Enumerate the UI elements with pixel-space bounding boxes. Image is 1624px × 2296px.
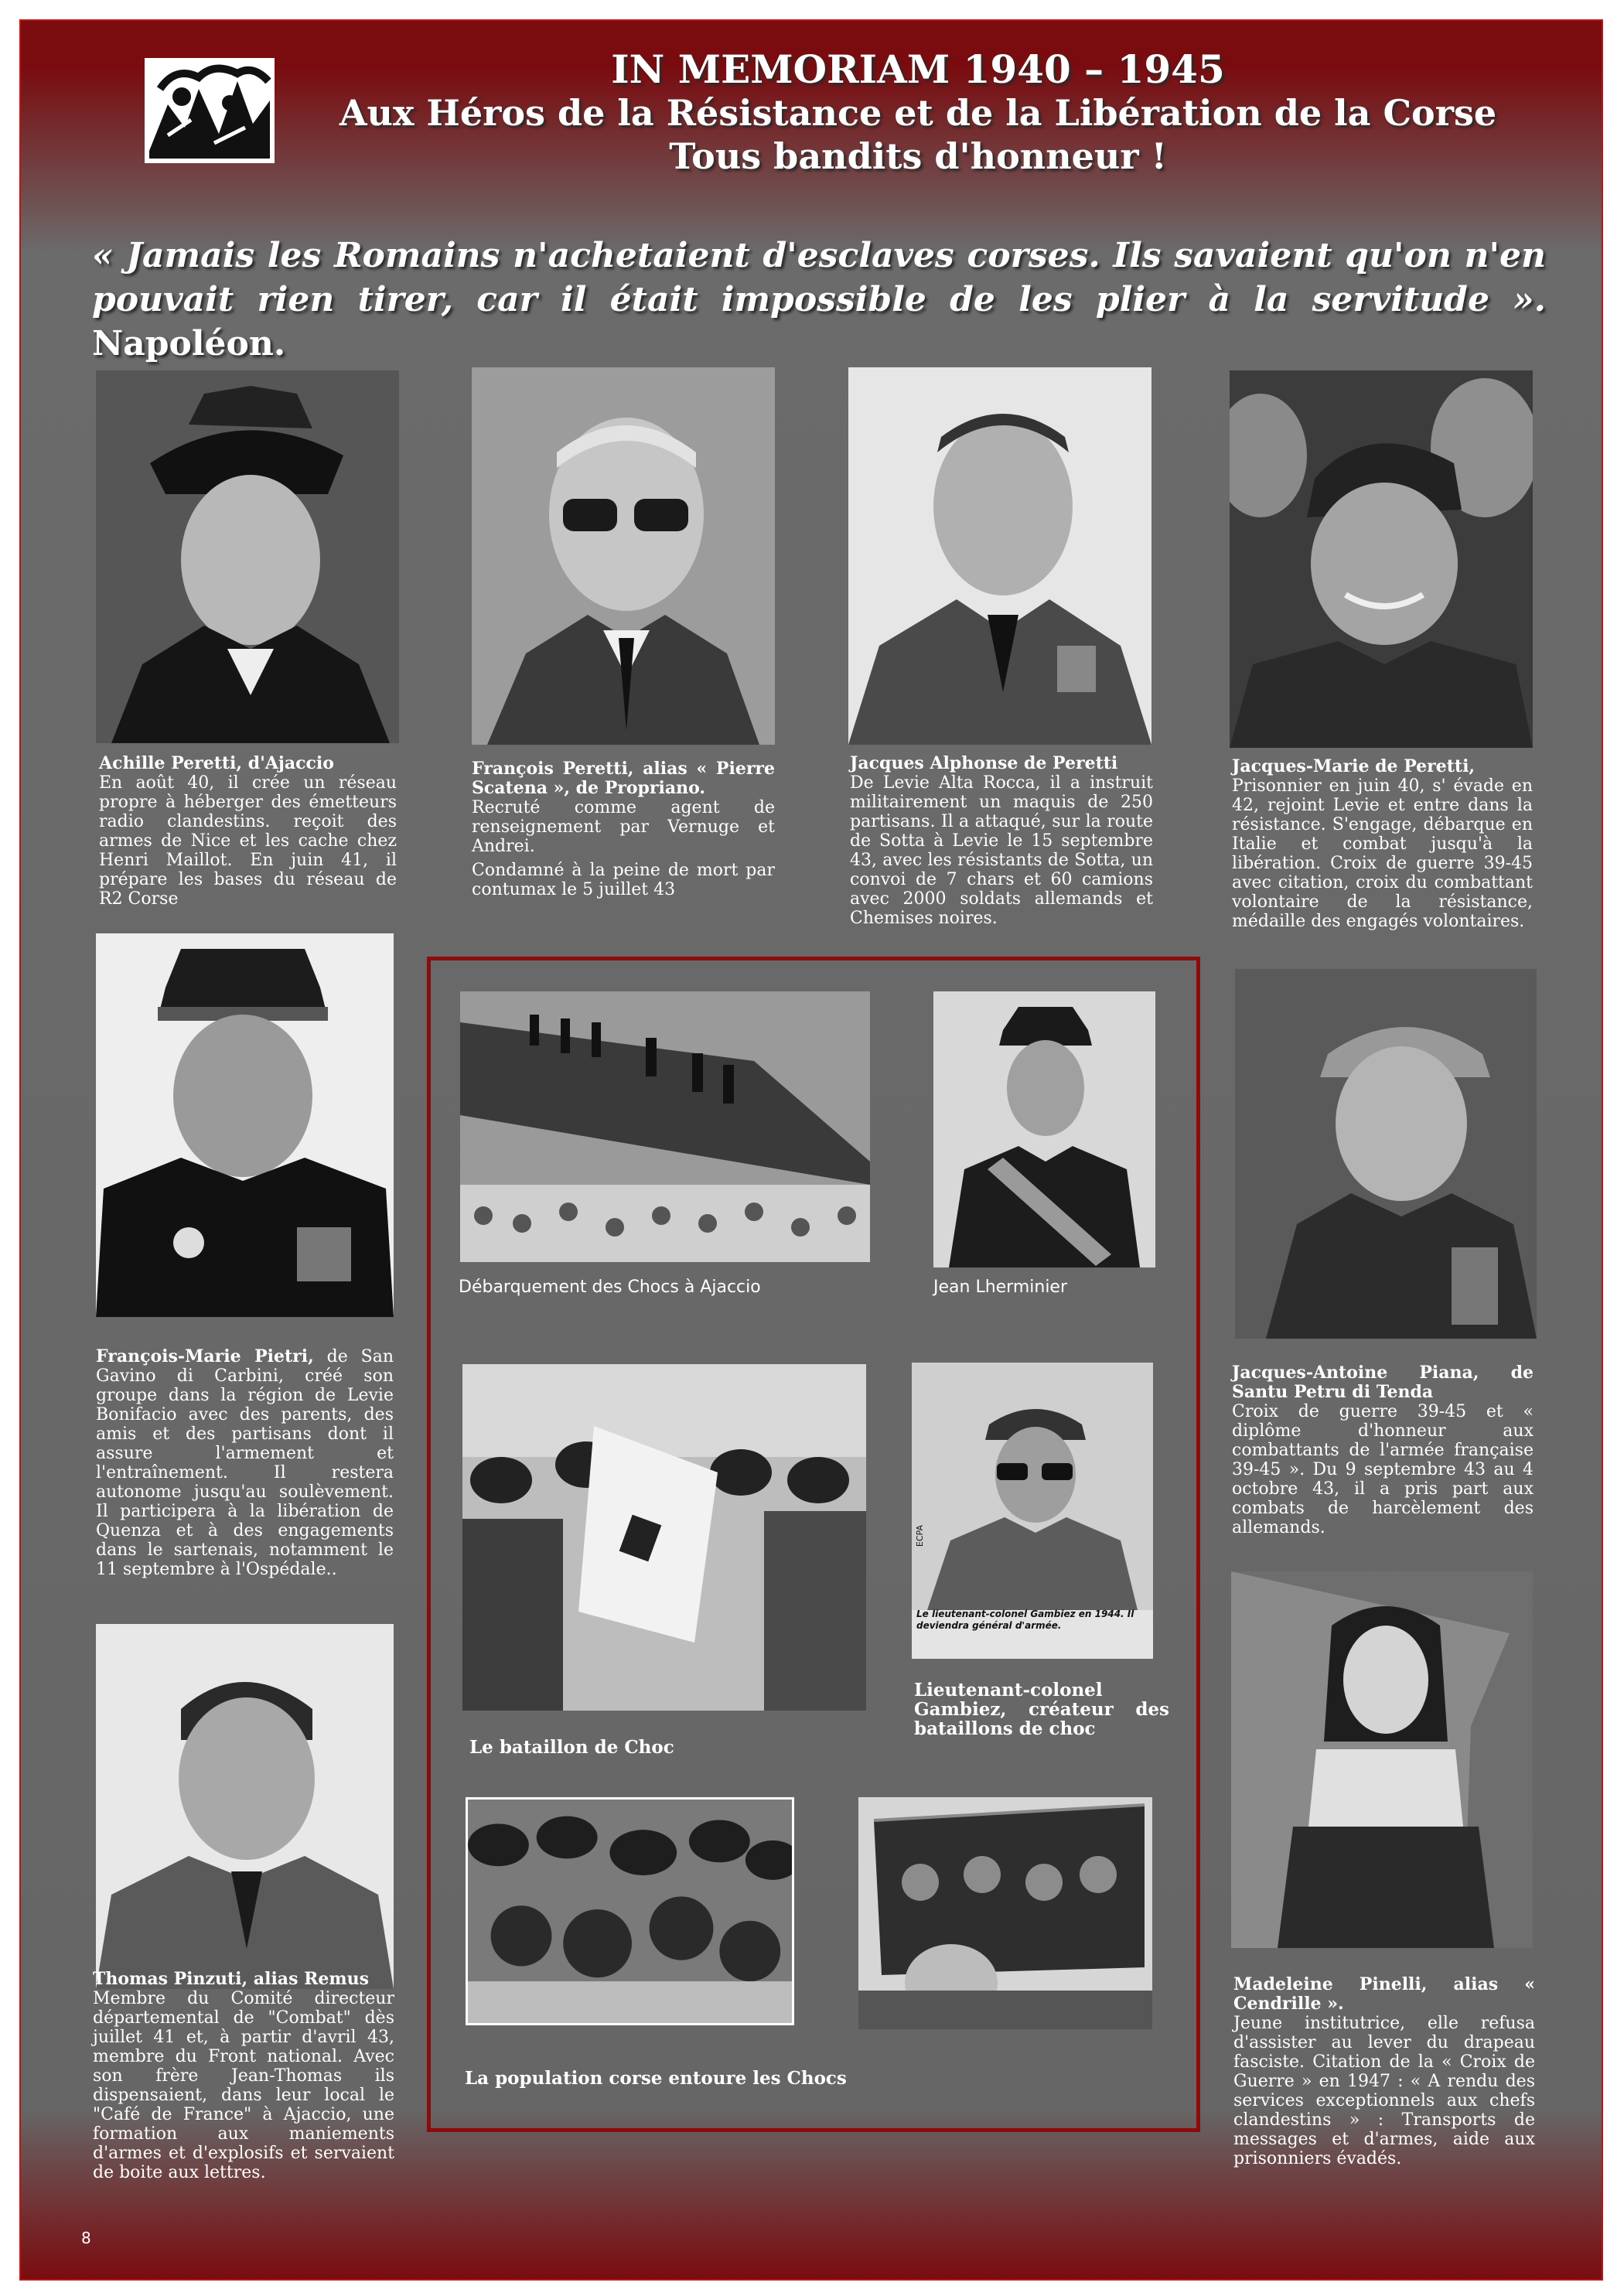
memorial-poster — [19, 19, 1603, 2281]
caption-lherminier: Jean Lherminier — [933, 1278, 1068, 1297]
person-name: Madeleine Pinelli, alias « Cendrille ». — [1233, 1974, 1535, 2014]
caption-francois-peretti — [472, 759, 775, 904]
quote-text: « Jamais les Romains n'achetaient d'esclaves corses. Ils savaient qu'on n'en pouvait rien tirer, car il était impossible de les plier à la servitude ». — [92, 236, 1546, 319]
person-bio: Croix de guerre 39-45 et « diplôme d'honneur aux combattants de l'armée française 39-45 ». Du 9 septembre 43 au 4 octobre 43, il a pris part aux combats de harcèlement des allemands. — [1232, 1402, 1534, 1537]
person-name: François Peretti, alias « Pierre Scatena », de Propriano. — [472, 759, 775, 798]
person-bio: Jeune institutrice, elle refusa d'assister au lever du drapeau fasciste. Citation de la « Croix de Guerre » en 1947 : « A rendu des services exceptionnels aux chefs clandestins » : Transports de messages et d'armes, aide aux prisonniers évadés. — [1233, 2014, 1535, 2168]
title-line-2: Aux Héros de la Résistance et de la Libération de la Corse — [339, 92, 1497, 134]
portrait-achille-peretti — [96, 370, 399, 743]
napoleon-quote — [92, 234, 1546, 366]
portrait-francois-peretti — [472, 367, 775, 745]
caption-thomas-pinzuti — [93, 1970, 394, 2187]
caption-jacques-marie-de-peretti — [1232, 757, 1533, 936]
title-line-1: IN MEMORIAM 1940 – 1945 — [611, 46, 1225, 92]
photo-jean-lherminier — [933, 991, 1155, 1267]
gambiez-photo-note: Le lieutenant-colonel Gambiez en 1944. Il deviendra général d'armée. — [916, 1609, 1134, 1631]
person-bio: Recruté comme agent de renseignement par Vernuge et Andrei. — [472, 798, 775, 856]
poster-title — [284, 48, 1552, 178]
caption-bataillon: Le bataillon de Choc — [469, 1737, 674, 1758]
person-bio: De Levie Alta Rocca, il a instruit militairement un maquis de 250 partisans. Il a attaqué, sur la route de Sotta à Levie le 15 septembre 43, avec les résistants de Sotta, un convoi de 7 chars et 60 camions avec 2000 soldats allemands et Chemises noires. — [850, 773, 1153, 928]
photo-population-corse — [466, 1797, 794, 2025]
page-number: 8 — [81, 2229, 91, 2247]
caption-jacques-alphonse-de-peretti — [850, 754, 1153, 933]
title-line-3: Tous bandits d'honneur ! — [669, 135, 1167, 177]
caption-francois-marie-pietri — [96, 1347, 394, 1584]
caption-population: La population corse entoure les Chocs — [465, 2068, 847, 2089]
person-name: François-Marie Pietri, — [96, 1346, 314, 1366]
portrait-thomas-pinzuti — [96, 1624, 394, 1989]
person-bio: de San Gavino di Carbini, créé son groupe dans la région de Levie Bonifacio avec des parents, des amis et des partisans dont il assure l'armement et l'entraînement. Il restera autonome jusqu'au soulèvement. Il participera à la libération de Quenza et à des engagements dans le sartenais, notamment le 11 septembre à l'Ospédale.. — [96, 1347, 394, 1579]
logo-woodcut-image — [145, 58, 275, 163]
caption-debarquement: Débarquement des Chocs à Ajaccio — [459, 1278, 761, 1297]
person-bio: Prisonnier en juin 40, s' évade en 42, rejoint Levie et entre dans la résistance. S'engage, débarque en Italie et combat jusqu'à la libération. Croix de guerre 39-45 avec citation, croix du combattant volontaire de la résistance, médaille des engagés volontaires. — [1232, 776, 1533, 931]
person-name: Thomas Pinzuti, alias Remus — [93, 1969, 370, 1989]
caption-jacques-antoine-piana — [1232, 1363, 1534, 1542]
portrait-jacques-marie-de-peretti — [1230, 370, 1533, 748]
caption-achille-peretti — [99, 754, 397, 913]
caption-gambiez: Lieutenant-colonel Gambiez, créateur des bataillons de choc — [914, 1680, 1169, 1739]
photo-bataillon-de-choc — [462, 1364, 866, 1711]
photo-debarquement-ajaccio — [460, 991, 870, 1262]
gambiez-photo-stamp: ECPA — [915, 1525, 925, 1547]
person-name: Achille Peretti, d'Ajaccio — [99, 753, 334, 773]
photo-chocs-truck — [858, 1797, 1152, 2029]
person-name: Jacques-Antoine Piana, de Santu Petru di Tenda — [1232, 1363, 1534, 1402]
person-name: Jacques Alphonse de Peretti — [850, 753, 1118, 773]
caption-madeleine-pinelli — [1233, 1975, 1535, 2173]
person-bio: Condamné à la peine de mort par contumax le 5 juillet 43 — [472, 861, 775, 899]
person-bio: Membre du Comité directeur départemental de "Combat" dès juillet 41 et, à partir d'avril 43, membre du Front national. Avec son frère Jean-Thomas ils dispensaient, dans leur local le "Café de France" à Ajaccio, une formation aux maniements d'armes et d'explosifs et servaient de boite aux lettres. — [93, 1989, 394, 2182]
person-name: Jacques-Marie de Peretti, — [1232, 756, 1476, 776]
person-bio: En août 40, il crée un réseau propre à héberger des émetteurs radio clandestins. reçoit des armes de Nice et les cache chez Henri Maillot. En juin 41, il prépare les bases du réseau de R2 Corse — [99, 773, 397, 909]
portrait-jacques-alphonse-de-peretti — [848, 367, 1151, 745]
quote-author: Napoléon. — [92, 324, 286, 363]
portrait-francois-marie-pietri — [96, 933, 394, 1317]
portrait-madeleine-pinelli — [1231, 1571, 1533, 1948]
photo-gambiez — [912, 1363, 1153, 1659]
portrait-jacques-antoine-piana — [1235, 969, 1537, 1339]
